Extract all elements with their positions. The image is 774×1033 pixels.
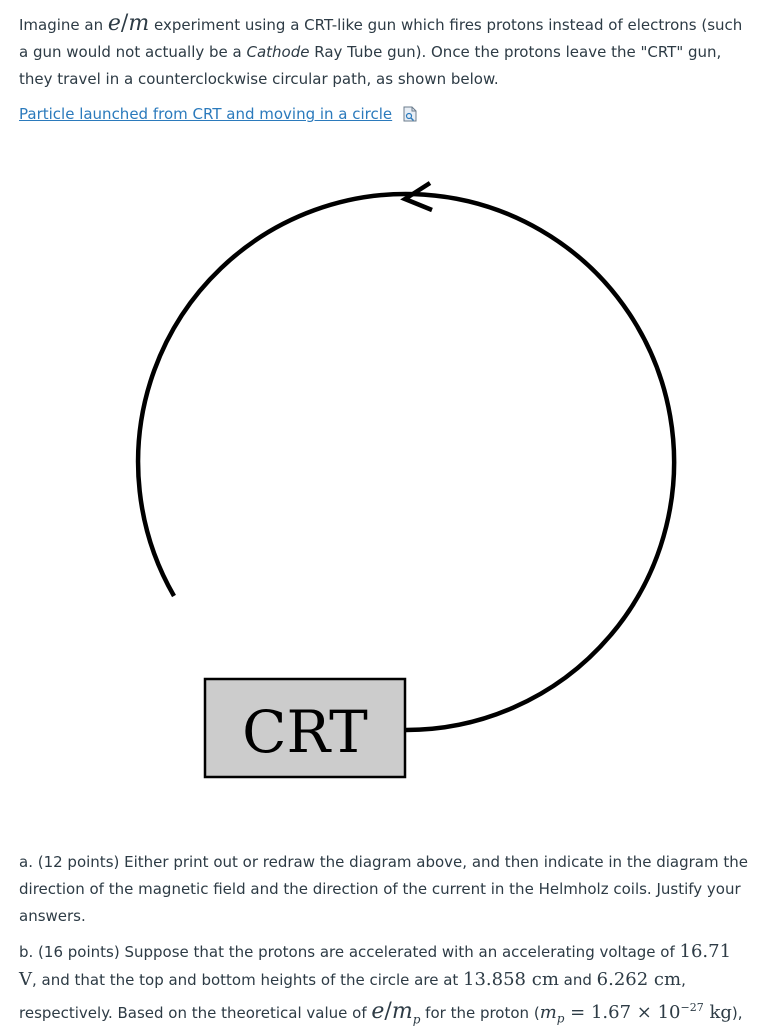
attachment-row — [19, 105, 417, 123]
top-height-value: 13.858 cm — [463, 969, 559, 990]
proton-circular-path — [138, 194, 674, 730]
diagram-attachment-link[interactable]: Particle launched from CRT and moving in a circle — [19, 105, 393, 123]
crt-label: CRT — [242, 698, 368, 766]
proton-mass-math: $m_p = 1.67 \times 10^{-27}$ kg — [539, 1001, 732, 1026]
e-over-mp-math: $e/m_p$ — [371, 999, 421, 1027]
intro-paragraph: Imagine an e/m experiment using a CRT-like gun which fires protons instead of electrons (such a gun would not actually be a Cathode Ray Tube gun). Once the protons leave the "CRT" gun, they travel in a counterclockwise circular path, as shown below. — [19, 11, 743, 88]
part-b-paragraph: b. (16 points) Suppose that the protons are accelerated with an accelerating voltage of 16.71 V, and that the top and bottom heights of the circle are at 13.858 cm and 6.262 cm, respectively. Based on the theoretical value of $e/m_p$ for the proton ($m_p = 1.67 \times 10^{-27}$ kg), — [19, 941, 743, 1027]
bottom-height-value: 6.262 cm — [596, 969, 682, 990]
crt-circle-diagram — [0, 140, 774, 820]
part-a-paragraph: a. (12 points) Either print out or redraw the diagram above, and then indicate in the diagram the direction of the magnetic field and the direction of the current in the Helmholz coils. Justify your answers. — [19, 853, 748, 925]
e-over-m-math: e/m — [107, 11, 150, 36]
file-preview-icon[interactable] — [403, 106, 417, 122]
voltage-value: 16.71 V — [19, 941, 732, 990]
